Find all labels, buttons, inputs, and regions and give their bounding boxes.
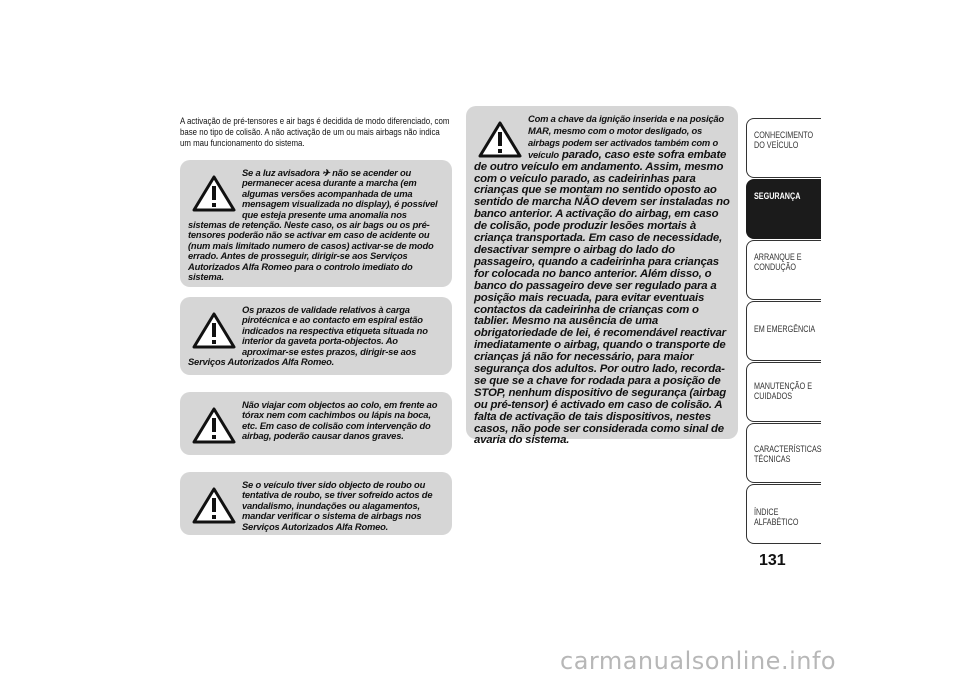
warning-lead-text: Com a chave da ignição inserida e na posição MAR, mesmo com o motor desligado, os airbags podem ser activados também com o veículo [528, 113, 724, 160]
tab-label: MANUTENÇÃO E CUIDADOS [754, 381, 813, 401]
tab-caracteristicas[interactable] [746, 423, 821, 483]
warning-triangle-icon [192, 311, 236, 349]
watermark: carmanualsonline.info [560, 647, 837, 675]
tab-label: CONHECIMENTO DO VEÍCULO [754, 130, 814, 150]
tab-conhecimento[interactable] [746, 118, 821, 178]
warning-box-expiry [180, 297, 452, 375]
tab-emergencia[interactable] [746, 301, 821, 361]
tab-label: EM EMERGÊNCIA [754, 324, 816, 334]
tab-manutencao[interactable] [746, 362, 821, 422]
warning-text: Se o veículo tiver sido objecto de roubo ou tentativa de roubo, se tiver sofreido actos de vandalismo, inundações ou alagamentos, mandar verificar o sistema de airbags nos Serviços Autorizados Alfa Romeo. [242, 479, 433, 532]
tab-label: CARACTERÍSTICAS TÉCNICAS [754, 444, 822, 464]
warning-box-ignition [466, 106, 738, 447]
tab-seguranca[interactable] [746, 179, 821, 239]
warning-text: Não viajar com objectos ao colo, em frente ao tórax nem com cachimbos ou lápis na boca, etc. Em caso de colisão com intervenção do airbag, poderão causar danos graves. [242, 399, 438, 442]
tab-label: ÍNDICE ALFABÉTICO [754, 507, 799, 527]
warning-box-indicator [180, 160, 452, 287]
warning-triangle-icon [192, 486, 236, 524]
intro-paragraph: A activação de pré-tensores e air bags é decidida de modo diferenciado, com base no tipo de colisão. A não activação de um ou mais airbags não indica um mau funcionamento do sistema. [180, 116, 450, 149]
warning-triangle-icon [192, 406, 236, 444]
warning-text: Se a luz avisadora ✈ não se acender ou permanecer acesa durante a marcha (em algumas versões acompanhada de uma mensagem visualizada no display), é possível que esteja presente uma anomalia nos sistemas de retenção. Neste caso, os air bags ou os pré-tensores poderão não se activar em caso de acidente ou (num mais limitado numero de casos) activar-se de modo errado. Antes de prosseguir, dirigir-se aos Serviços Autorizados Alfa Romeo para o controlo imediato do sistema. [188, 167, 438, 283]
tab-label: ARRANQUE E CONDUÇÃO [754, 252, 802, 272]
tab-arranque[interactable] [746, 240, 821, 300]
warning-box-theft [180, 472, 452, 535]
warning-triangle-icon [478, 120, 522, 158]
tab-indice[interactable] [746, 484, 821, 544]
page-number: 131 [759, 552, 786, 569]
tab-label: SEGURANÇA [754, 191, 801, 201]
warning-text: Os prazos de validade relativos à carga pirotécnica e ao contacto em espiral estão indicados na respectiva etiqueta situada no interior da gaveta porta-objectos. Ao aproximar-se estes prazos, dirigir-se aos Serviços Autorizados Alfa Romeo. [188, 304, 428, 368]
warning-box-objects [180, 392, 452, 455]
warning-triangle-icon [192, 174, 236, 212]
warning-text: parado, caso este sofra embate de outro veículo em andamento. Assim, mesmo com o veículo parado, as cadeirinhas para crianças que se montam no sentido oposto ao sentido de marcha NÃO devem ser instaladas no banco anterior. A activação do airbag, em caso de colisão, pode produzir lesões mortais à criança transportada. Em caso de necessidade, desactivar sempre o airbag do lado do passageiro, quando a cadeirinha para crianças for colocada no banco anterior. Além disso, o banco do passageiro deve ser regulado para a posição mais recuada, para evitar eventuais contactos da cadeirinha de crianças com o tablier. Mesmo na ausência de uma obrigatoriedade de lei, é recomendável reactivar imediatamente o airbag, quando o transporte de crianças já não for necessário, para maior segurança dos adultos. Por outro lado, recorda-se que se a chave for rodada para a posição de STOP, nenhum dispositivo de segurança (airbag ou pré-tensor) é activado em caso de colisão. A falta de activação de tais dispositivos, nestes casos, não pode ser considerada como sinal de avaria do sistema. [474, 148, 730, 447]
